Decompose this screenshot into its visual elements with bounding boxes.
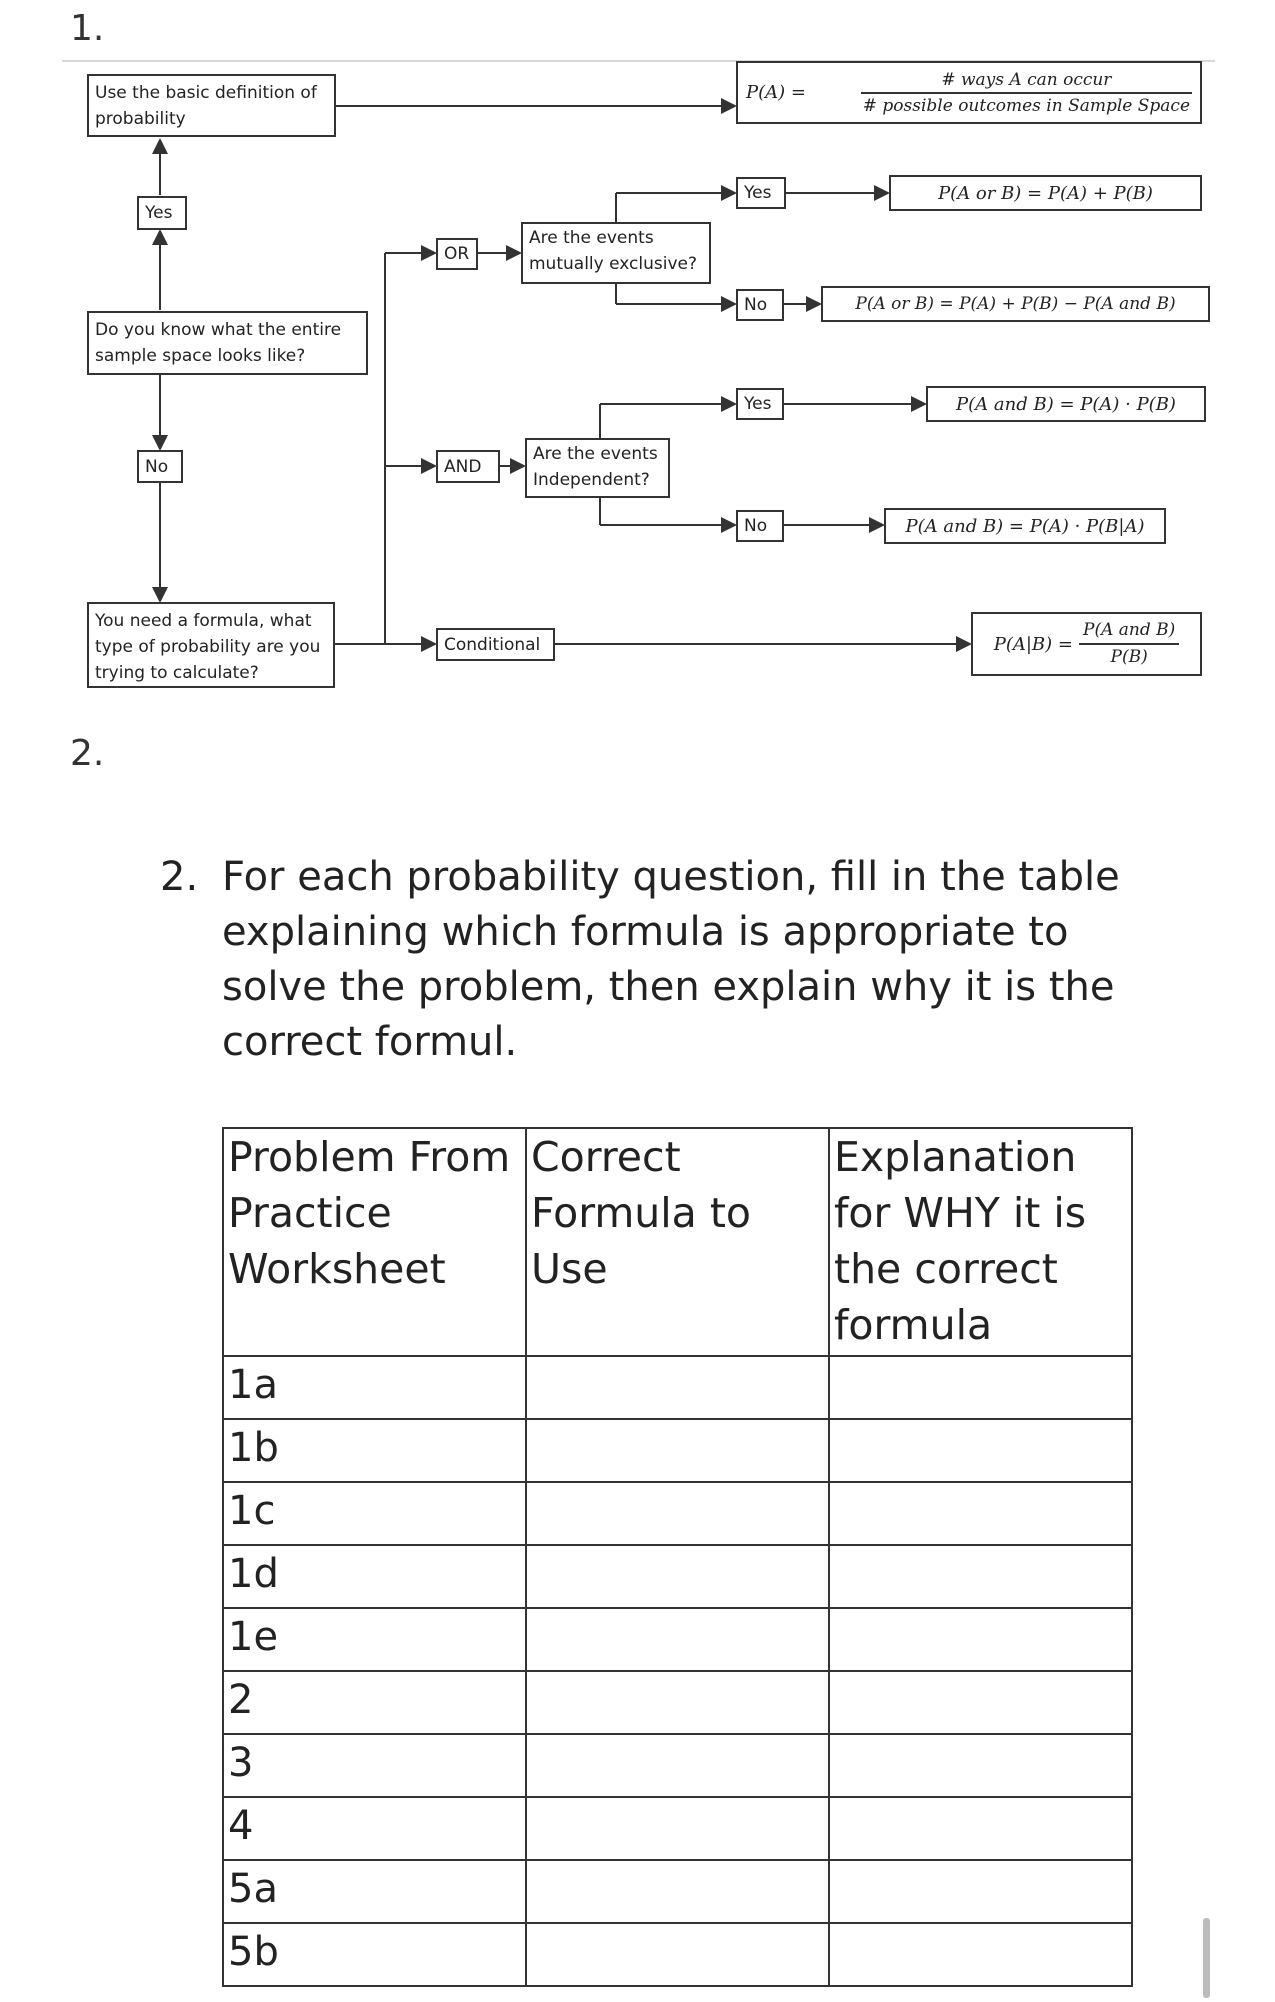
independent-question-box: Are the events Independent? xyxy=(525,438,670,498)
table-row xyxy=(223,1797,1132,1860)
formula-cell[interactable] xyxy=(526,1734,829,1797)
or-label: OR xyxy=(436,238,478,270)
formula-cell[interactable] xyxy=(526,1923,829,1986)
formula-conditional xyxy=(971,612,1202,676)
problem-cell: 1e xyxy=(223,1608,526,1671)
mutually-exclusive-no-label: No xyxy=(736,289,784,321)
instructions xyxy=(160,850,1170,1070)
problem-cell: 2 xyxy=(223,1671,526,1734)
formula-cell[interactable] xyxy=(526,1671,829,1734)
formula-and-independent: P(A and B) = P(A) · P(B) xyxy=(926,386,1206,422)
explanation-cell[interactable] xyxy=(829,1356,1132,1419)
formula-cell[interactable] xyxy=(526,1356,829,1419)
header-problem: Problem From Practice Worksheet xyxy=(223,1128,526,1356)
formula-or-exclusive: P(A or B) = P(A) + P(B) xyxy=(889,175,1202,211)
explanation-cell[interactable] xyxy=(829,1419,1132,1482)
yes-label-left: Yes xyxy=(137,196,187,230)
sample-space-question-box: Do you know what the entire sample space looks like? xyxy=(87,311,368,375)
problem-cell: 4 xyxy=(223,1797,526,1860)
table-row xyxy=(223,1923,1132,1986)
table-row xyxy=(223,1419,1132,1482)
table-row xyxy=(223,1734,1132,1797)
formula-cell[interactable] xyxy=(526,1608,829,1671)
explanation-cell[interactable] xyxy=(829,1923,1132,1986)
scrollbar-thumb[interactable] xyxy=(1203,1918,1210,1998)
section-number-2: 2. xyxy=(70,733,105,774)
mutually-exclusive-question-box: Are the events mutually exclusive? xyxy=(521,222,711,284)
explanation-cell[interactable] xyxy=(829,1608,1132,1671)
worksheet-table xyxy=(222,1127,1133,1987)
instructions-number: 2. xyxy=(160,854,199,900)
basic-formula-fraction xyxy=(861,68,1192,118)
table-row xyxy=(223,1860,1132,1923)
section-number-1: 1. xyxy=(70,8,105,49)
problem-cell: 1b xyxy=(223,1419,526,1482)
problem-cell: 1a xyxy=(223,1356,526,1419)
formula-cell[interactable] xyxy=(526,1545,829,1608)
problem-cell: 5b xyxy=(223,1923,526,1986)
table-row xyxy=(223,1671,1132,1734)
basic-definition-box: Use the basic definition of probability xyxy=(87,74,336,137)
formula-cell[interactable] xyxy=(526,1797,829,1860)
formula-or-general: P(A or B) = P(A) + P(B) − P(A and B) xyxy=(821,286,1210,322)
mutually-exclusive-yes-label: Yes xyxy=(736,177,786,209)
problem-cell: 1c xyxy=(223,1482,526,1545)
instructions-text: For each probability question, fill in the table explaining which formula is appropriate to solve the problem, then explain why it is the correct formul. xyxy=(222,854,1120,1065)
header-explanation: Explanation for WHY it is the correct formula xyxy=(829,1128,1132,1356)
explanation-cell[interactable] xyxy=(829,1860,1132,1923)
problem-cell: 5a xyxy=(223,1860,526,1923)
table-row xyxy=(223,1608,1132,1671)
conditional-formula-numerator: P(A and B) xyxy=(1083,620,1176,640)
explanation-cell[interactable] xyxy=(829,1734,1132,1797)
basic-formula-lhs: P(A) = xyxy=(746,82,806,103)
independent-no-label: No xyxy=(736,510,784,542)
conditional-formula-lhs: P(A|B) = xyxy=(993,633,1073,655)
explanation-cell[interactable] xyxy=(829,1545,1132,1608)
table-row xyxy=(223,1545,1132,1608)
conditional-label: Conditional xyxy=(436,628,555,661)
table-row xyxy=(223,1482,1132,1545)
basic-formula-denominator: # possible outcomes in Sample Space xyxy=(861,92,1192,118)
explanation-cell[interactable] xyxy=(829,1482,1132,1545)
explanation-cell[interactable] xyxy=(829,1797,1132,1860)
formula-cell[interactable] xyxy=(526,1860,829,1923)
problem-cell: 1d xyxy=(223,1545,526,1608)
formula-cell[interactable] xyxy=(526,1482,829,1545)
and-label: AND xyxy=(436,450,500,483)
formula-cell[interactable] xyxy=(526,1419,829,1482)
table-row xyxy=(223,1356,1132,1419)
independent-yes-label: Yes xyxy=(736,388,784,420)
header-formula: Correct Formula to Use xyxy=(526,1128,829,1356)
problem-cell: 3 xyxy=(223,1734,526,1797)
basic-formula-numerator: # ways A can occur xyxy=(941,69,1112,90)
formula-question-box: You need a formula, what type of probability are you trying to calculate? xyxy=(87,602,335,688)
explanation-cell[interactable] xyxy=(829,1671,1132,1734)
table-header-row xyxy=(223,1128,1132,1356)
basic-probability-formula xyxy=(736,61,1202,124)
conditional-formula-fraction xyxy=(1079,618,1179,670)
no-label-left: No xyxy=(137,450,183,483)
conditional-formula-denominator: P(B) xyxy=(1079,643,1179,670)
formula-and-dependent: P(A and B) = P(A) · P(B|A) xyxy=(884,508,1166,544)
